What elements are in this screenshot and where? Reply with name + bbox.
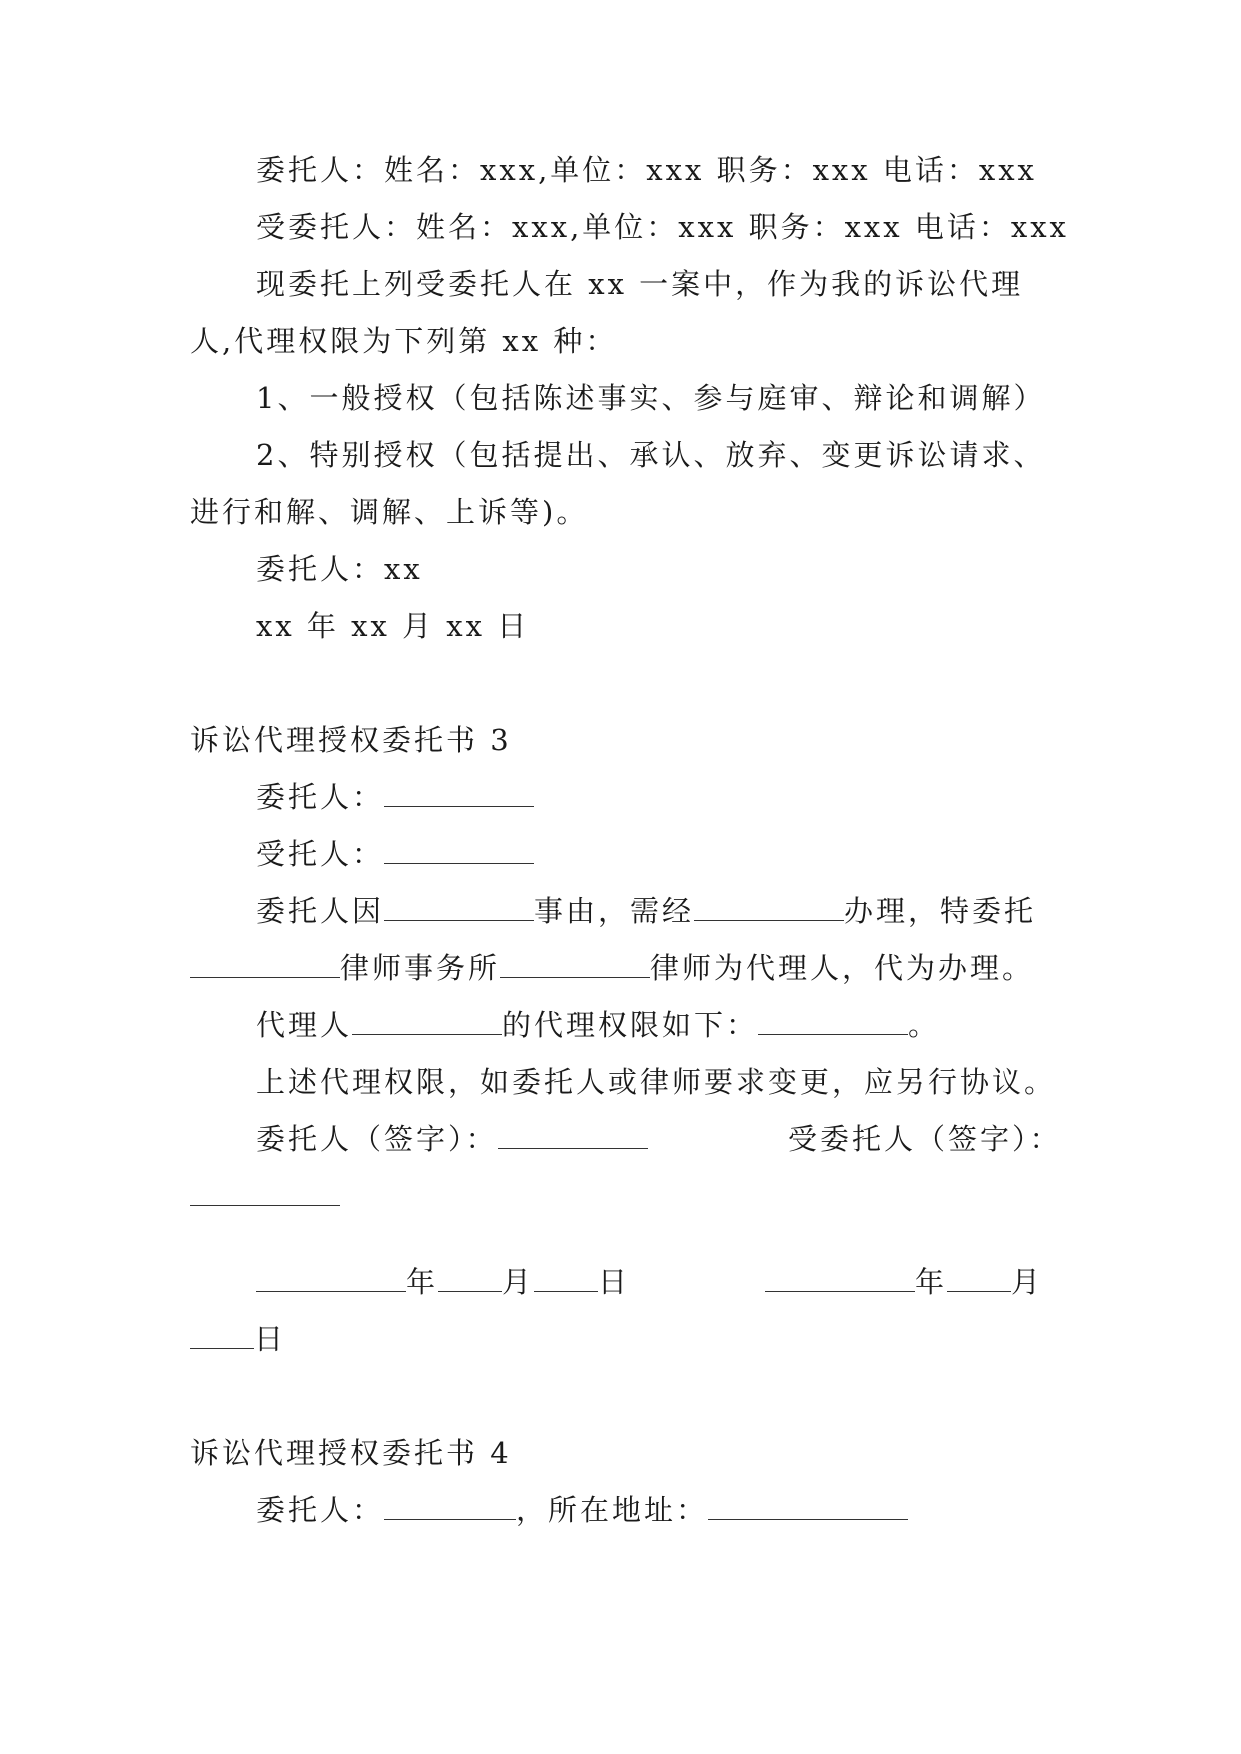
text-segment: 年 bbox=[406, 1265, 439, 1299]
blank-field bbox=[500, 951, 650, 978]
blank-field bbox=[384, 780, 534, 807]
section4-title: 诉讼代理授权委托书 4 bbox=[190, 1436, 512, 1470]
text-segment: 事由，需经 bbox=[534, 894, 695, 928]
text-segment: 的代理权限如下： bbox=[502, 1008, 759, 1042]
section3-agent-line bbox=[256, 834, 534, 874]
section3-change-clause: 上述代理权限，如委托人或律师要求变更，应另行协议。 bbox=[256, 1065, 1057, 1099]
agent-date-line bbox=[765, 1262, 1043, 1302]
blank-field bbox=[708, 1493, 908, 1520]
text-segment: 律师为代理人，代为办理。 bbox=[650, 951, 1035, 985]
blank-field bbox=[534, 1265, 598, 1292]
special-authorization-item-line1: 2、特别授权（包括提出、承认、放弃、变更诉讼请求、 bbox=[256, 438, 1046, 472]
blank-field bbox=[256, 1265, 406, 1292]
principal-date-line bbox=[256, 1262, 630, 1302]
text-segment: 律师事务所 bbox=[340, 951, 501, 985]
agent-label: 受托人： bbox=[256, 837, 385, 871]
blank-field bbox=[384, 1493, 516, 1520]
agent-date-day-line bbox=[190, 1319, 286, 1359]
text-segment: 。 bbox=[908, 1008, 941, 1042]
entrust-paragraph-line2: 人,代理权限为下列第 xx 种： bbox=[190, 324, 618, 358]
section3-cause-line bbox=[256, 891, 1036, 931]
special-authorization-item-line2: 进行和解、调解、上诉等)。 bbox=[190, 495, 589, 529]
blank-field bbox=[190, 1322, 254, 1349]
agent-sign-blank-line bbox=[190, 1176, 340, 1216]
section3-title: 诉讼代理授权委托书 3 bbox=[190, 723, 512, 757]
blank-field bbox=[352, 1008, 502, 1035]
entrust-paragraph-line1: 现委托上列受委托人在 xx 一案中，作为我的诉讼代理 bbox=[256, 267, 1024, 301]
text-segment: 办理，特委托 bbox=[844, 894, 1037, 928]
general-authorization-item: 1、一般授权（包括陈述事实、参与庭审、辩论和调解） bbox=[256, 381, 1046, 415]
blank-field bbox=[694, 894, 844, 921]
blank-field bbox=[765, 1265, 915, 1292]
section4-principal-line bbox=[256, 1490, 908, 1530]
section3-authority-line bbox=[256, 1005, 940, 1045]
text-segment: 月 bbox=[502, 1265, 535, 1299]
text-segment: ，所在地址： bbox=[516, 1493, 709, 1527]
agent-sign-label: 受委托人（签字）： bbox=[788, 1122, 1062, 1156]
blank-field bbox=[190, 951, 340, 978]
principal-label: 委托人： bbox=[256, 780, 385, 814]
blank-field bbox=[947, 1265, 1011, 1292]
section3-principal-line bbox=[256, 777, 534, 817]
text-segment: 年 bbox=[915, 1265, 948, 1299]
section3-lawfirm-line bbox=[190, 948, 1034, 988]
blank-field bbox=[384, 894, 534, 921]
text-segment: 委托人（签字）： bbox=[256, 1122, 498, 1156]
text-segment: 月 bbox=[1011, 1265, 1044, 1299]
blank-field bbox=[190, 1179, 340, 1206]
principal-signature: 委托人：xx bbox=[256, 552, 423, 586]
agent-info: 受委托人：姓名：xxx,单位：xxx 职务：xxx 电话：xxx bbox=[256, 210, 1069, 244]
text-segment: 日 bbox=[598, 1265, 631, 1299]
text-segment: 日 bbox=[254, 1322, 287, 1356]
text-segment: 委托人因 bbox=[256, 894, 385, 928]
blank-field bbox=[498, 1122, 648, 1149]
principal-info: 委托人：姓名：xxx,单位：xxx 职务：xxx 电话：xxx bbox=[256, 153, 1037, 187]
text-segment: 代理人 bbox=[256, 1008, 353, 1042]
blank-field bbox=[384, 837, 534, 864]
signature-date: xx 年 xx 月 xx 日 bbox=[256, 609, 530, 643]
principal-sign-line bbox=[256, 1119, 648, 1159]
text-segment: 委托人： bbox=[256, 1493, 385, 1527]
blank-field bbox=[438, 1265, 502, 1292]
blank-field bbox=[758, 1008, 908, 1035]
